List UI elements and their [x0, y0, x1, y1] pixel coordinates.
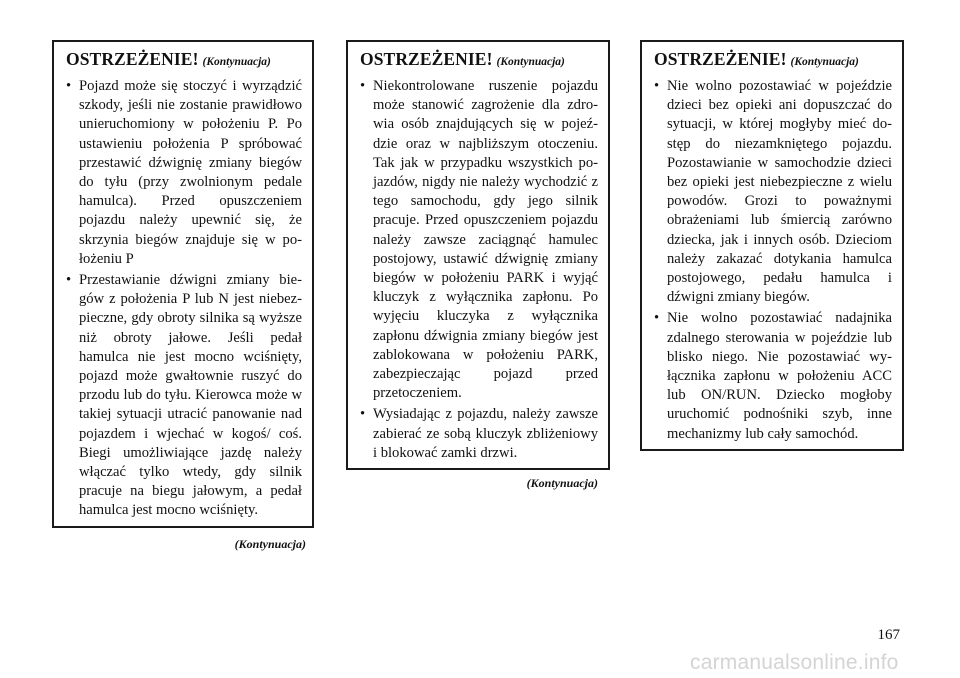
warning-continued-tag: (Kontynuacja)	[790, 56, 859, 68]
warning-item: • Przestawianie dźwigni zmiany biegów z położenia P lub N jest niebezpieczne, gdy obroty silnika są wyższe niż obroty jałowe. Jeśli pedał hamulca nie jest mocno wciśnięty, pojazd może gwałtownie ruszyć do przodu lub do tyłu. Kierowca może w takiej sytuacji utracić panowanie nad pojazdem i wjechać w kogoś/ coś. Biegi umożliwiające jazdę należy włączać tylko wtedy, gdy silnik pracuje na biegu jałowym, a pedał hamulca jest mocno wciśnięty.	[66, 271, 302, 521]
warning-item: • Wysiadając z pojazdu, należy zawsze zabierać ze sobą kluczyk zbliżeniowy i blokować zamki drzwi.	[360, 405, 598, 463]
warning-item: • Nie wolno pozostawiać w pojeździe dzieci bez opieki ani dopuszczać do sytuacji, w której mogłyby mieć dostęp do niezamkniętego pojazdu. Pozostawianie w samochodzie dzieci bez opieki jest niebezpieczne z wielu powodów. Grozi to poważnymi obrażeniami lub śmiercią zarówno dziecka, jak i innych osób. Dzieciom należy zakazać dotykania hamulca postojowego, pedału hamulca i dźwigni zmiany biegów.	[654, 77, 892, 307]
warning-item: • Pojazd może się stoczyć i wyrządzić szkody, jeśli nie zostanie prawidłowo unieruchomiony w położeniu P. Po ustawieniu położenia P spróbować przestawić dźwignię zmiany biegów do tyłu (przy zwolnionym pedale hamulca). Przed opuszczeniem pojazdu należy upewnić się, że skrzynia biegów znajduje się w położeniu P	[66, 77, 302, 269]
warning-continued-tag: (Kontynuacja)	[202, 56, 271, 68]
warning-title-text: OSTRZEŻENIE!	[66, 49, 199, 69]
warning-item: • Niekontrolowane ruszenie pojazdu może stanowić zagrożenie dla zdrowia osób znajdujących się w pojeździe oraz w najbliższym otoczeniu. Tak jak w przypadku wszystkich pojazdów, nigdy nie należy wychodzić z tego samochodu, gdy jego silnik pracuje. Przed opuszczeniem pojazdu należy zawsze zaciągnąć hamulec postojowy, ustawić dźwignię zmiany biegów w położeniu PARK i wyjąć kluczyk z wyłącznika zapłonu. Po wyjęciu kluczyka z wyłącznika zapłonu dźwignia zmiany biegów jest zablokowana w położeniu PARK, zabezpieczając pojazd przed przetoczeniem.	[360, 77, 598, 403]
watermark: carmanualsonline.info	[690, 651, 899, 674]
warning-title	[654, 48, 892, 73]
warning-title	[360, 48, 598, 73]
warning-item: • Nie wolno pozostawiać nadajnika zdalnego sterowania w pojeździe lub blisko niego. Nie pozostawiać wyłącznika zapłonu w położeniu ACC lub ON/RUN. Dziecko mogłoby uruchomić podnośniki szyb, inne mechanizmy lub cały samochód.	[654, 309, 892, 443]
warning-list	[654, 77, 892, 444]
warning-title-text: OSTRZEŻENIE!	[654, 49, 787, 69]
continued-note: (Kontynuacja)	[234, 537, 306, 551]
page-number: 167	[877, 627, 900, 643]
warning-title	[66, 48, 302, 73]
warning-box-2	[346, 40, 610, 470]
warning-continued-tag: (Kontynuacja)	[496, 56, 565, 68]
warning-title-text: OSTRZEŻENIE!	[360, 49, 493, 69]
warning-list	[360, 77, 598, 463]
continued-note: (Kontynuacja)	[526, 476, 598, 490]
warning-box-1	[52, 40, 314, 528]
warning-list	[66, 77, 302, 521]
warning-box-3	[640, 40, 904, 451]
